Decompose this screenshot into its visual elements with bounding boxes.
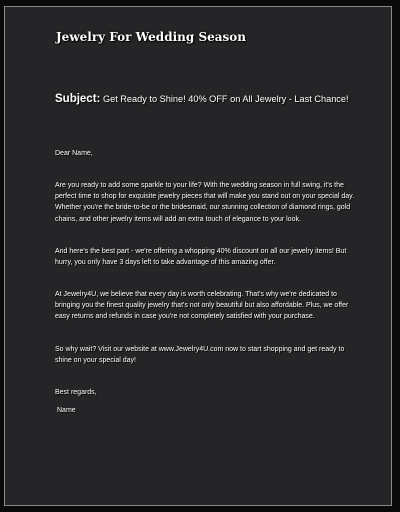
signature-name: Name bbox=[57, 407, 76, 414]
paragraph-intro: Are you ready to add some sparkle to your life? With the wedding season in full swing, it's the perfect time to shop for exquisite jewelry pieces that will make you stand out on your special day. Whether you're the bride-to-be or the bridesmaid, our stunning collection of diamond rings, gold chains, and other jewelry items will add an extra touch of elegance to your look. bbox=[55, 182, 355, 223]
subject-text: Get Ready to Shine! 40% OFF on All Jewelry - Last Chance! bbox=[102, 94, 349, 104]
signoff: Best regards, bbox=[55, 389, 97, 396]
email-document bbox=[4, 6, 392, 506]
paragraph-call-to-action: So why wait? Visit our website at www.Jewelry4U.com now to start shopping and get ready to shine on your special day! bbox=[55, 346, 345, 365]
paragraph-about: At Jewelry4U, we believe that every day is worth celebrating. That's why we're dedicated to bringing you the finest quality jewelry that's not only beautiful but also affordable. Plus, we offer easy returns and refunds in case you're not completely satisfied with your purchase. bbox=[55, 291, 349, 321]
paragraph-offer: And here's the best part - we're offering a whopping 40% discount on all our jewelry items! But hurry, you only have 3 days left to take advantage of this amazing offer. bbox=[55, 248, 347, 267]
subject-label: Subject: bbox=[55, 93, 101, 105]
greeting: Dear Name, bbox=[55, 150, 93, 157]
email-heading: Jewelry For Wedding Season bbox=[56, 30, 247, 44]
subject-line bbox=[55, 93, 349, 105]
